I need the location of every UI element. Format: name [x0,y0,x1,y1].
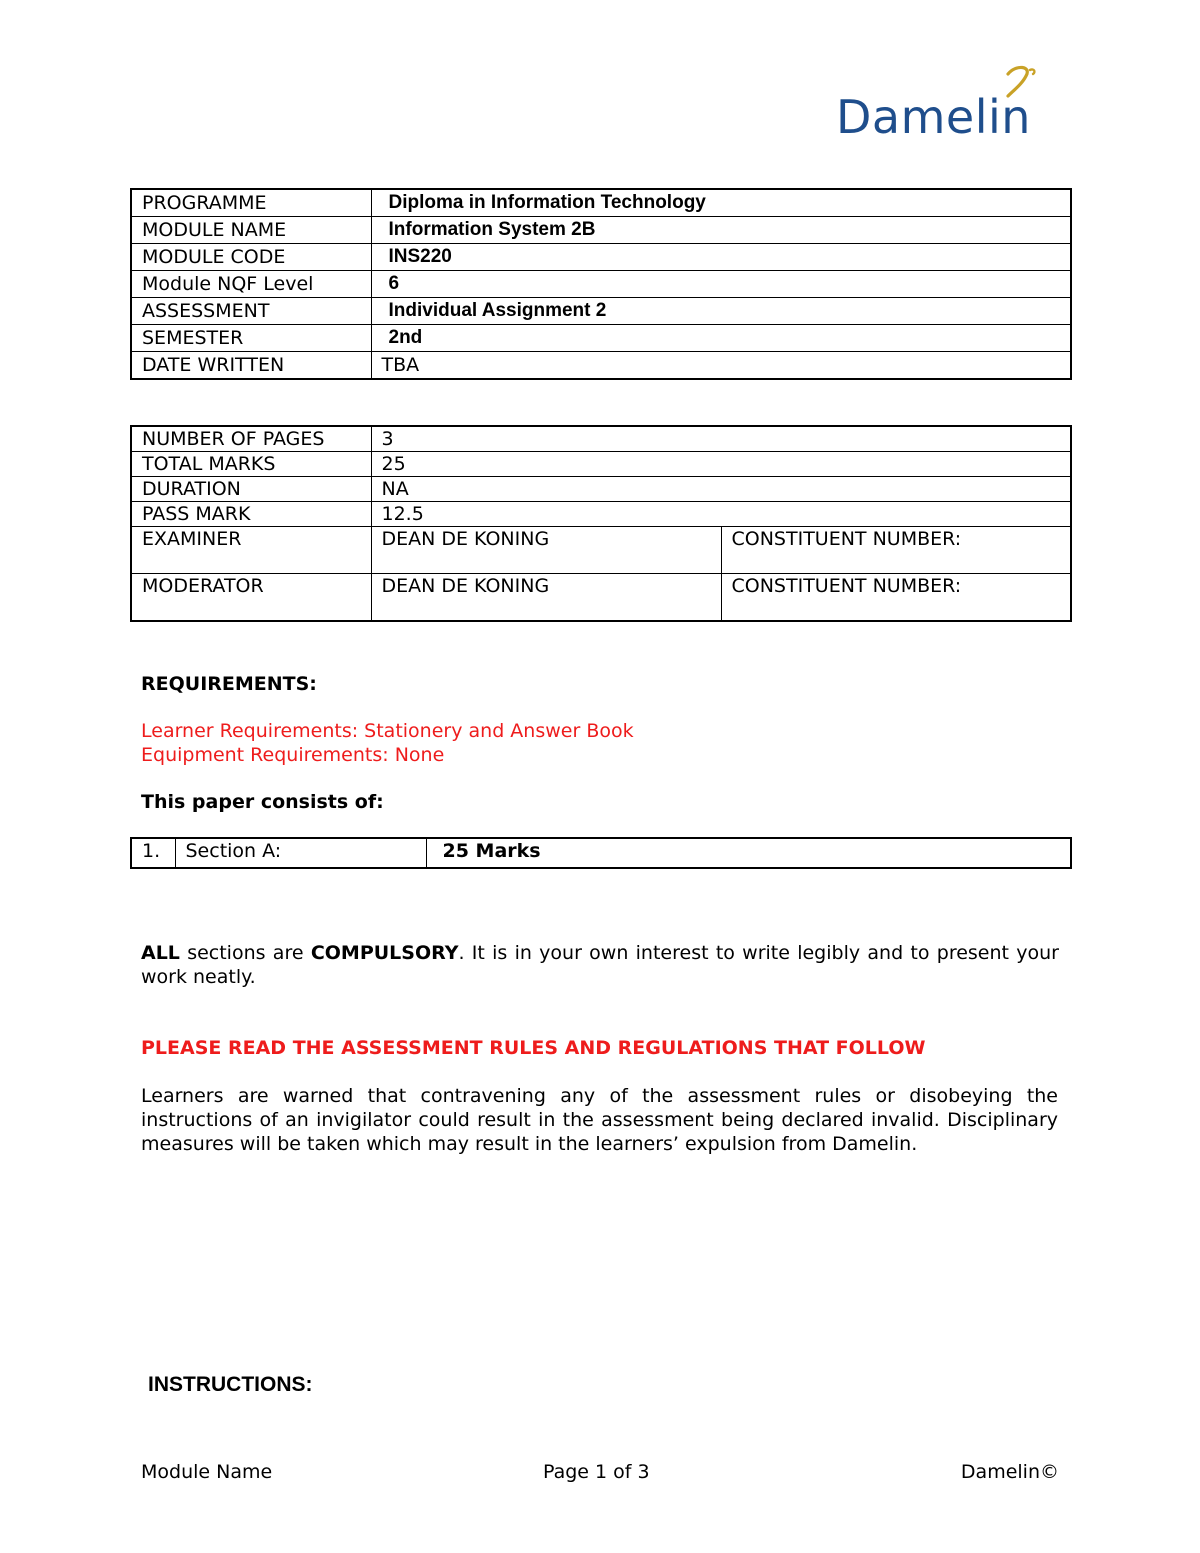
examiner-value: DEAN DE KONING [371,527,721,574]
programme-label: PROGRAMME [131,189,371,217]
warning-paragraph: Learners are warned that contravening any of the assessment rules or disobeying the instructions of an invigilator could result in the assessment being declared invalid. Disciplinary measures will be taken which may result in the learners’ expulsion from Damelin. [141,1085,1058,1155]
table-row [131,244,1071,271]
requirements-heading: REQUIREMENTS: [141,673,317,695]
table-row [131,452,1071,477]
semester-label: SEMESTER [131,325,371,352]
pass-mark-value: 12.5 [371,502,1071,527]
nqf-level-value: 6 [371,271,1071,298]
table-row [131,298,1071,325]
section-name: Section A: [175,838,426,868]
date-written-value: TBA [371,352,1071,380]
table-row [131,352,1071,380]
semester-value: 2nd [371,325,1071,352]
footer-module-name: Module Name [141,1461,273,1483]
table-row [131,325,1071,352]
learner-requirements: Learner Requirements: Stationery and Answer Book [141,720,634,742]
duration-label: DURATION [131,477,371,502]
total-marks-value: 25 [371,452,1071,477]
nqf-level-label: Module NQF Level [131,271,371,298]
moderator-label: MODERATOR [131,574,371,622]
compulsory-paragraph [141,941,1059,989]
assessment-info-table [130,425,1072,622]
programme-value: Diploma in Information Technology [371,189,1071,217]
examiner-label: EXAMINER [131,527,371,574]
table-row [131,527,1071,574]
total-marks-label: TOTAL MARKS [131,452,371,477]
rules-heading: PLEASE READ THE ASSESSMENT RULES AND REGULATIONS THAT FOLLOW [141,1037,926,1059]
table-row [131,426,1071,452]
sections-table [130,837,1072,869]
table-row [131,217,1071,244]
table-row [131,574,1071,622]
instructions-heading: INSTRUCTIONS: [148,1373,313,1396]
moderator-value: DEAN DE KONING [371,574,721,622]
pass-mark-label: PASS MARK [131,502,371,527]
paper-consists-heading: This paper consists of: [141,791,384,813]
footer-page-number: Page 1 of 3 [543,1461,650,1483]
legibility-text: . It is in your own interest to write legibly and to present your work neatly. [141,942,1059,988]
module-name-label: MODULE NAME [131,217,371,244]
table-row [131,502,1071,527]
examiner-constituent: CONSTITUENT NUMBER: [721,527,1071,574]
table-row [131,189,1071,217]
logo-wordmark: Damelin [836,90,1031,144]
assessment-value: Individual Assignment 2 [371,298,1071,325]
table-row [131,838,1071,868]
number-of-pages-label: NUMBER OF PAGES [131,426,371,452]
section-marks: 25 Marks [426,838,1071,868]
footer-copyright: Damelin© [960,1461,1059,1483]
moderator-constituent: CONSTITUENT NUMBER: [721,574,1071,622]
number-of-pages-value: 3 [371,426,1071,452]
section-number: 1. [131,838,175,868]
equipment-requirements: Equipment Requirements: None [141,744,445,766]
sections-are-text: sections are [179,942,311,964]
all-text: ALL [141,942,180,964]
date-written-label: DATE WRITTEN [131,352,371,380]
table-row [131,271,1071,298]
module-code-value: INS220 [371,244,1071,271]
duration-value: NA [371,477,1071,502]
module-code-label: MODULE CODE [131,244,371,271]
module-details-table [130,188,1072,380]
module-name-value: Information System 2B [371,217,1071,244]
table-row [131,477,1071,502]
compulsory-text: COMPULSORY [310,942,459,964]
assessment-label: ASSESSMENT [131,298,371,325]
damelin-logo [836,62,1064,142]
